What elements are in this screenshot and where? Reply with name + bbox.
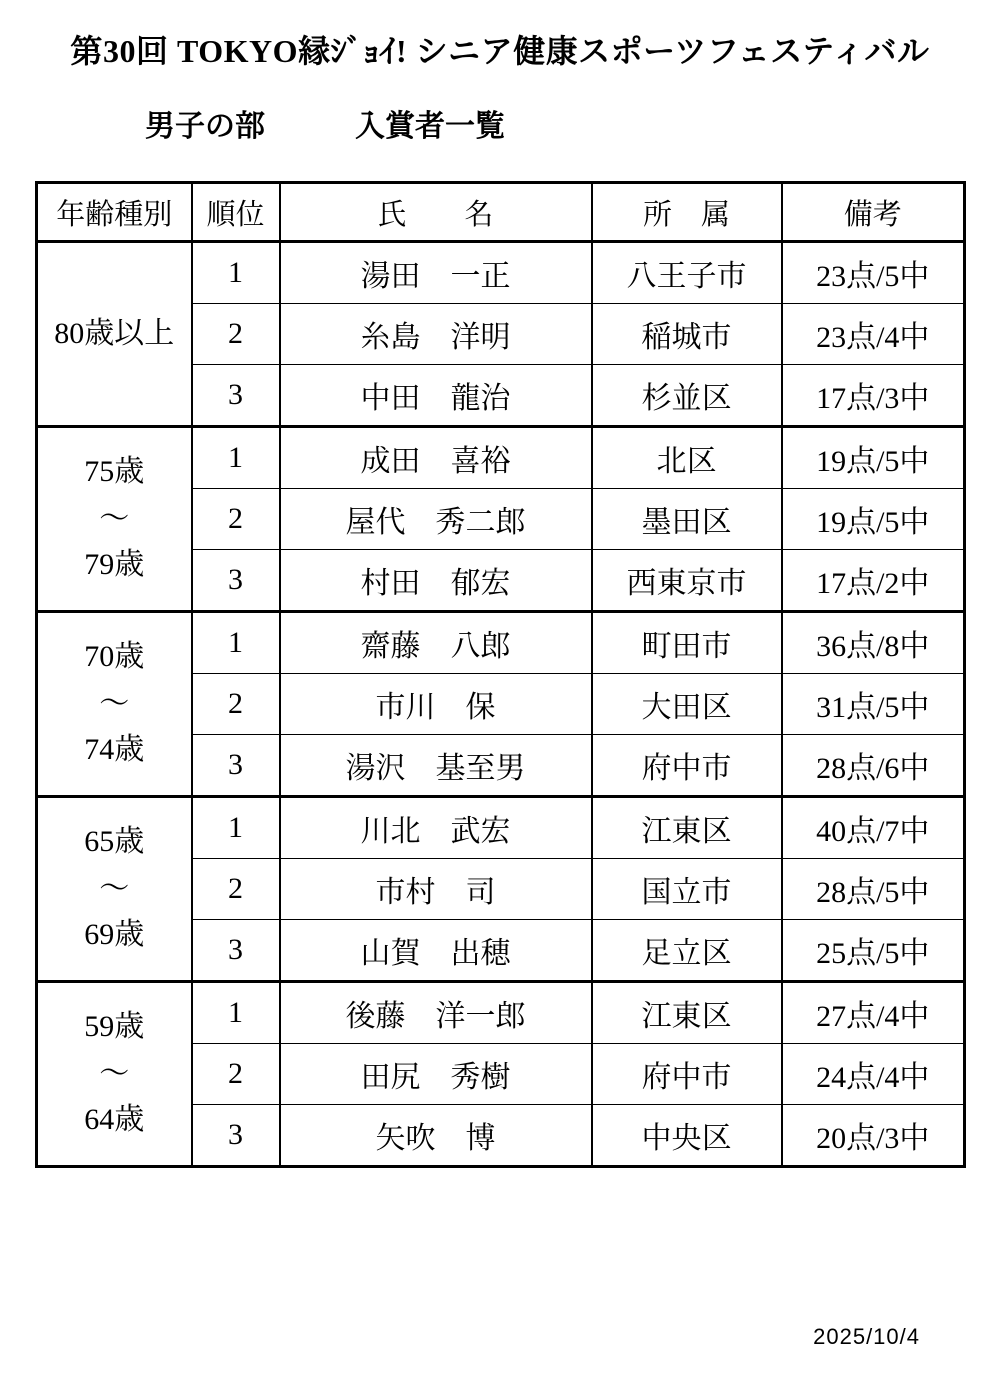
age-group-cell bbox=[37, 612, 192, 797]
note-cell: 17点/2中 bbox=[782, 550, 965, 612]
age-group-label-line: ～ bbox=[99, 1056, 130, 1090]
note-cell: 24点/4中 bbox=[782, 1044, 965, 1105]
rank-cell: 1 bbox=[192, 242, 280, 304]
header-rank: 順位 bbox=[192, 183, 280, 242]
table-row bbox=[37, 797, 965, 859]
header-affiliation: 所 属 bbox=[592, 183, 782, 242]
age-group-cell bbox=[37, 242, 192, 427]
age-group-cell bbox=[37, 982, 192, 1167]
affiliation-cell: 江東区 bbox=[592, 797, 782, 859]
document-date: 2025/10/4 bbox=[813, 1324, 920, 1349]
table-header-row bbox=[37, 183, 965, 242]
name-cell: 湯田 一正 bbox=[280, 242, 592, 304]
affiliation-cell: 国立市 bbox=[592, 859, 782, 920]
age-group-label-line: 69歳 bbox=[84, 918, 145, 952]
name-cell: 市村 司 bbox=[280, 859, 592, 920]
affiliation-cell: 江東区 bbox=[592, 982, 782, 1044]
affiliation-cell: 北区 bbox=[592, 427, 782, 489]
age-group-label-line: 65歳 bbox=[84, 825, 145, 859]
subtitle-list-label: 入賞者一覧 bbox=[355, 110, 505, 143]
table-row bbox=[37, 427, 965, 489]
age-group-cell bbox=[37, 427, 192, 612]
rank-cell: 2 bbox=[192, 859, 280, 920]
affiliation-cell: 大田区 bbox=[592, 674, 782, 735]
affiliation-cell: 墨田区 bbox=[592, 489, 782, 550]
name-cell: 田尻 秀樹 bbox=[280, 1044, 592, 1105]
affiliation-cell: 稲城市 bbox=[592, 304, 782, 365]
header-age-category: 年齢種別 bbox=[37, 183, 192, 242]
rank-cell: 3 bbox=[192, 735, 280, 797]
age-group-label-line: 80歳以上 bbox=[54, 316, 175, 350]
note-cell: 28点/5中 bbox=[782, 859, 965, 920]
note-cell: 28点/6中 bbox=[782, 735, 965, 797]
note-cell: 40点/7中 bbox=[782, 797, 965, 859]
note-cell: 36点/8中 bbox=[782, 612, 965, 674]
table-row bbox=[37, 242, 965, 304]
rank-cell: 2 bbox=[192, 1044, 280, 1105]
affiliation-cell: 町田市 bbox=[592, 612, 782, 674]
rank-cell: 3 bbox=[192, 365, 280, 427]
note-cell: 31点/5中 bbox=[782, 674, 965, 735]
age-group-label-line: 59歳 bbox=[84, 1010, 145, 1044]
name-cell: 市川 保 bbox=[280, 674, 592, 735]
age-group-label-line: 79歳 bbox=[84, 548, 145, 582]
page-title: 第30回 TOKYO縁ｼﾞｮｲ! シニア健康スポーツフェスティバル bbox=[70, 33, 930, 69]
name-cell: 山賀 出穂 bbox=[280, 920, 592, 982]
table-row bbox=[37, 612, 965, 674]
name-cell: 後藤 洋一郎 bbox=[280, 982, 592, 1044]
age-group-label-line: 70歳 bbox=[84, 640, 145, 674]
rank-cell: 2 bbox=[192, 489, 280, 550]
rank-cell: 2 bbox=[192, 304, 280, 365]
table-row bbox=[37, 982, 965, 1044]
name-cell: 屋代 秀二郎 bbox=[280, 489, 592, 550]
note-cell: 19点/5中 bbox=[782, 427, 965, 489]
rank-cell: 3 bbox=[192, 920, 280, 982]
age-group-label-line: 64歳 bbox=[84, 1103, 145, 1137]
age-group-cell bbox=[37, 797, 192, 982]
header-note: 備考 bbox=[782, 183, 965, 242]
name-cell: 湯沢 基至男 bbox=[280, 735, 592, 797]
header-name: 氏 名 bbox=[280, 183, 592, 242]
affiliation-cell: 中央区 bbox=[592, 1105, 782, 1167]
note-cell: 17点/3中 bbox=[782, 365, 965, 427]
age-group-label-line: ～ bbox=[99, 501, 130, 535]
affiliation-cell: 八王子市 bbox=[592, 242, 782, 304]
rank-cell: 1 bbox=[192, 797, 280, 859]
note-cell: 20点/3中 bbox=[782, 1105, 965, 1167]
age-group-label-line: ～ bbox=[99, 686, 130, 720]
subtitle-division: 男子の部 bbox=[145, 110, 265, 143]
age-group-label-line: ～ bbox=[99, 871, 130, 905]
age-group-label-line: 74歳 bbox=[84, 733, 145, 767]
results-table bbox=[35, 181, 966, 1168]
affiliation-cell: 西東京市 bbox=[592, 550, 782, 612]
affiliation-cell: 足立区 bbox=[592, 920, 782, 982]
rank-cell: 3 bbox=[192, 550, 280, 612]
name-cell: 齋藤 八郎 bbox=[280, 612, 592, 674]
name-cell: 成田 喜裕 bbox=[280, 427, 592, 489]
name-cell: 中田 龍治 bbox=[280, 365, 592, 427]
affiliation-cell: 杉並区 bbox=[592, 365, 782, 427]
name-cell: 糸島 洋明 bbox=[280, 304, 592, 365]
rank-cell: 1 bbox=[192, 982, 280, 1044]
note-cell: 19点/5中 bbox=[782, 489, 965, 550]
note-cell: 27点/4中 bbox=[782, 982, 965, 1044]
age-group-label-line: 75歳 bbox=[84, 455, 145, 489]
affiliation-cell: 府中市 bbox=[592, 1044, 782, 1105]
name-cell: 村田 郁宏 bbox=[280, 550, 592, 612]
note-cell: 23点/5中 bbox=[782, 242, 965, 304]
rank-cell: 1 bbox=[192, 427, 280, 489]
rank-cell: 2 bbox=[192, 674, 280, 735]
page-subtitle bbox=[145, 101, 505, 145]
rank-cell: 3 bbox=[192, 1105, 280, 1167]
name-cell: 川北 武宏 bbox=[280, 797, 592, 859]
note-cell: 25点/5中 bbox=[782, 920, 965, 982]
note-cell: 23点/4中 bbox=[782, 304, 965, 365]
affiliation-cell: 府中市 bbox=[592, 735, 782, 797]
name-cell: 矢吹 博 bbox=[280, 1105, 592, 1167]
rank-cell: 1 bbox=[192, 612, 280, 674]
